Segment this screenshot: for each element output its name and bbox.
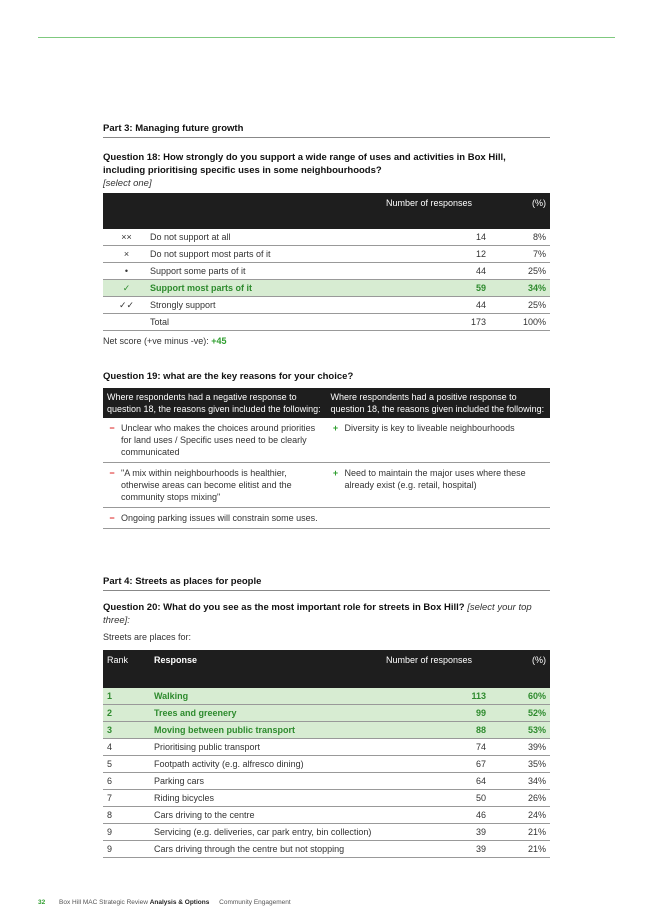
table-row-highlight <box>103 705 550 722</box>
row-response: Parking cars <box>154 773 386 790</box>
page-number: 32 <box>38 899 46 906</box>
table-row <box>103 824 550 841</box>
q20-title <box>103 601 550 627</box>
table-row-highlight <box>103 722 550 739</box>
header-divider <box>38 37 615 38</box>
row-pct: 21% <box>486 824 550 841</box>
table-row <box>103 463 550 508</box>
table-row <box>103 297 550 314</box>
minus-icon: − <box>109 468 115 478</box>
q20-instruction: [select your top three]: <box>103 602 532 626</box>
row-num: 64 <box>386 773 486 790</box>
row-num: 46 <box>386 807 486 824</box>
bullet-icon: • <box>103 263 150 280</box>
page-footer <box>38 899 291 906</box>
row-response: Walking <box>154 688 386 705</box>
row-pct: 7% <box>486 246 550 263</box>
q19-title: Question 19: what are the key reasons for your choice? <box>103 371 354 382</box>
part4-heading: Part 4: Streets as places for people <box>103 576 262 587</box>
table-row <box>103 841 550 858</box>
row-response: Trees and greenery <box>154 705 386 722</box>
table-row <box>103 508 550 529</box>
table-row <box>103 246 550 263</box>
row-num: 88 <box>386 722 486 739</box>
net-score-label: Net score (+ve minus -ve): <box>103 336 209 346</box>
part4-rule <box>103 590 550 591</box>
row-rank: 2 <box>103 705 154 722</box>
row-label: Do not support at all <box>150 229 386 246</box>
q20-col-response: Response <box>154 650 386 688</box>
row-rank: 5 <box>103 756 154 773</box>
plus-icon: + <box>332 468 339 478</box>
q18-col-label <box>150 193 386 229</box>
row-num: 59 <box>386 280 486 297</box>
q18-instruction: [select one] <box>103 178 152 189</box>
table-row <box>103 807 550 824</box>
row-num: 113 <box>386 688 486 705</box>
row-pct: 60% <box>486 688 550 705</box>
table-row <box>103 739 550 756</box>
table-row-highlight <box>103 280 550 297</box>
table-row-highlight <box>103 688 550 705</box>
row-pct: 26% <box>486 790 550 807</box>
row-rank: 6 <box>103 773 154 790</box>
row-pct: 34% <box>486 280 550 297</box>
net-score <box>103 336 227 346</box>
row-response: Cars driving to the centre <box>154 807 386 824</box>
row-rank: 4 <box>103 739 154 756</box>
row-pct: 25% <box>486 297 550 314</box>
q20-question: Question 20: What do you see as the most important role for streets in Box Hill? <box>103 602 465 613</box>
q18-col-icon <box>103 193 150 229</box>
q20-col-rank: Rank <box>103 650 154 688</box>
row-pct: 34% <box>486 773 550 790</box>
check-icon: ✓ <box>103 280 150 297</box>
row-label: Support most parts of it <box>150 280 386 297</box>
row-pct: 24% <box>486 807 550 824</box>
negative-reason: "A mix within neighbourhoods is healthier, otherwise areas can become elitist and the community stops mixing" <box>121 468 292 502</box>
row-num: 50 <box>386 790 486 807</box>
table-row <box>103 773 550 790</box>
row-rank: 3 <box>103 722 154 739</box>
row-rank: 9 <box>103 841 154 858</box>
row-label: Strongly support <box>150 297 386 314</box>
net-score-value: +45 <box>211 336 227 346</box>
negative-reason: Unclear who makes the choices around priorities for land uses / Specific uses need to be clearly communicated <box>121 423 316 457</box>
row-num: 14 <box>386 229 486 246</box>
q19-table <box>103 388 550 529</box>
row-pct: 25% <box>486 263 550 280</box>
cross-icon: × <box>103 246 150 263</box>
row-rank: 1 <box>103 688 154 705</box>
row-icon-empty <box>103 314 150 331</box>
row-num: 12 <box>386 246 486 263</box>
row-label: Do not support most parts of it <box>150 246 386 263</box>
row-num: 99 <box>386 705 486 722</box>
footer-section: Community Engagement <box>219 899 291 906</box>
q18-col-pct: (%) <box>486 193 550 229</box>
row-rank: 9 <box>103 824 154 841</box>
plus-icon: + <box>332 423 339 433</box>
table-row-total <box>103 314 550 331</box>
q20-subtitle: Streets are places for: <box>103 632 192 642</box>
row-response: Cars driving through the centre but not stopping <box>154 841 386 858</box>
row-num: 39 <box>386 824 486 841</box>
table-row <box>103 756 550 773</box>
row-response: Servicing (e.g. deliveries, car park entry, bin collection) <box>154 824 386 841</box>
double-check-icon: ✓✓ <box>103 297 150 314</box>
row-rank: 7 <box>103 790 154 807</box>
row-num: 74 <box>386 739 486 756</box>
footer-doc-bold: Analysis & Options <box>149 899 210 906</box>
q20-col-num: Number of responses <box>386 650 486 688</box>
minus-icon: − <box>109 513 115 523</box>
row-num: 44 <box>386 263 486 280</box>
row-pct: 39% <box>486 739 550 756</box>
table-row <box>103 418 550 463</box>
q20-col-pct: (%) <box>486 650 550 688</box>
q18-col-num: Number of responses <box>386 193 486 229</box>
row-num: 44 <box>386 297 486 314</box>
q18-title <box>103 151 550 190</box>
row-num: 39 <box>386 841 486 858</box>
row-response: Prioritising public transport <box>154 739 386 756</box>
table-row <box>103 790 550 807</box>
row-pct: 53% <box>486 722 550 739</box>
row-response: Moving between public transport <box>154 722 386 739</box>
footer-doc-title: Box Hill MAC Strategic Review <box>59 899 148 906</box>
row-response: Riding bicycles <box>154 790 386 807</box>
negative-reason: Ongoing parking issues will constrain some uses. <box>121 513 318 523</box>
empty-cell <box>327 508 551 529</box>
positive-reason: Need to maintain the major uses where these already exist (e.g. retail, hospital) <box>344 468 526 490</box>
row-pct: 100% <box>486 314 550 331</box>
q19-head-negative: Where respondents had a negative response to question 18, the reasons given included the following: <box>103 388 327 418</box>
cross-cross-icon: ×× <box>103 229 150 246</box>
row-pct: 8% <box>486 229 550 246</box>
row-rank: 8 <box>103 807 154 824</box>
part3-heading: Part 3: Managing future growth <box>103 123 244 134</box>
table-row <box>103 229 550 246</box>
minus-icon: − <box>109 423 115 433</box>
row-response: Footpath activity (e.g. alfresco dining) <box>154 756 386 773</box>
row-pct: 52% <box>486 705 550 722</box>
table-row <box>103 263 550 280</box>
row-pct: 35% <box>486 756 550 773</box>
row-num: 173 <box>386 314 486 331</box>
q20-table <box>103 650 550 858</box>
positive-reason: Diversity is key to liveable neighbourhoods <box>344 423 515 433</box>
q19-head-positive: Where respondents had a positive response to question 18, the reasons given included the following: <box>327 388 551 418</box>
q18-question: Question 18: How strongly do you support a wide range of uses and activities in Box Hill, including prioritising specific uses in some neighbourhoods? <box>103 152 506 176</box>
row-num: 67 <box>386 756 486 773</box>
row-pct: 21% <box>486 841 550 858</box>
part3-rule <box>103 137 550 138</box>
q18-table <box>103 193 550 331</box>
row-label: Total <box>150 314 386 331</box>
row-label: Support some parts of it <box>150 263 386 280</box>
